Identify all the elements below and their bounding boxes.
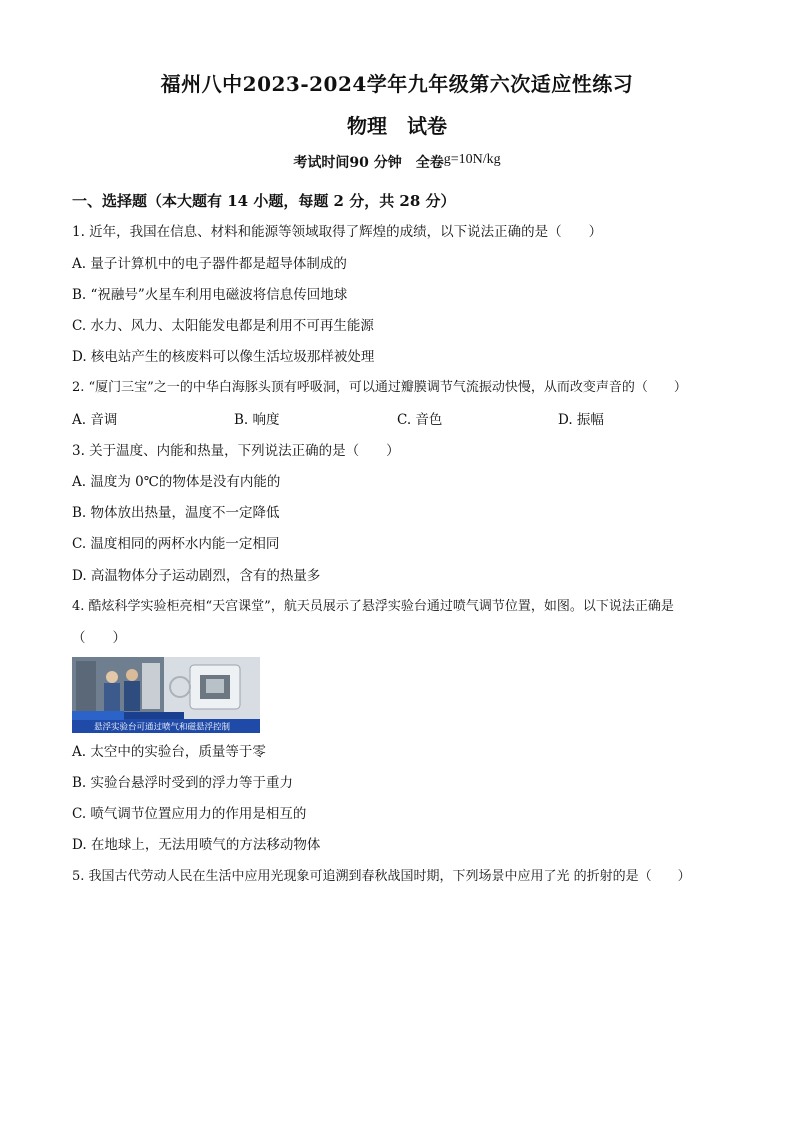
question-4-option-a: A. 太空中的实验台，质量等于零 [72,744,266,760]
exam-meta [0,152,794,172]
exam-time-label: 考试时间90 分钟 全卷 [293,155,444,171]
section-heading-choice: 一、选择题（本大题有 14 小题，每题 2 分，共 28 分） [72,192,456,210]
question-1-option-b: B. “祝融号”火星车利用电磁波将信息传回地球 [72,287,348,303]
question-3-option-a: A. 温度为 0℃的物体是没有内能的 [72,474,281,490]
question-3-option-b: B. 物体放出热量，温度不一定降低 [72,505,280,521]
exam-subtitle: 物理 试卷 [347,114,447,138]
question-4-photo [72,657,260,733]
question-4-option-b: B. 实验台悬浮时受到的浮力等于重力 [72,775,294,791]
question-1-option-a: A. 量子计算机中的电子器件都是超导体制成的 [72,256,347,272]
question-2-option-d: D. 振幅 [558,412,604,428]
question-1-stem: 1. 近年，我国在信息、材料和能源等领域取得了辉煌的成绩，以下说法正确的是（ ） [72,224,603,240]
question-3-option-c: C. 温度相同的两杯水内能一定相同 [72,536,280,552]
question-4-option-d: D. 在地球上，无法用喷气的方法移动物体 [72,837,321,853]
question-1-option-c: C. 水力、风力、太阳能发电都是利用不可再生能源 [72,318,374,334]
question-5-stem: 5. 我国古代劳动人民在生活中应用光现象可追溯到春秋战国时期，下列场景中应用了光 的折射的是（ ） [72,869,691,884]
question-2-stem: 2. “厦门三宝”之一的中华白海豚头顶有呼吸洞，可以通过瓣膜调节气流振动快慢，从而改变声音的（ ） [72,380,687,395]
question-2-option-a: A. 音调 [72,412,118,428]
question-3-stem: 3. 关于温度、内能和热量，下列说法正确的是（ ） [72,443,400,459]
question-4-stem-bracket: （ ） [72,630,126,646]
question-4-stem: 4. 酷炫科学实验柜亮相“天宫课堂”，航天员展示了悬浮实验台通过喷气调节位置，如图。以下说法正确是 [72,599,674,614]
question-1-option-d: D. 核电站产生的核废料可以像生活垃圾那样被处理 [72,349,375,365]
gravity-constant: g=10N/kg [443,152,501,167]
question-3-option-d: D. 高温物体分子运动剧烈，含有的热量多 [72,568,321,584]
question-2-option-b: B. 响度 [234,412,280,428]
space-lab-photo-icon [72,657,260,733]
exam-title: 福州八中2023-2024学年九年级第六次适应性练习 [160,72,634,96]
question-2-option-c: C. 音色 [397,412,443,428]
question-4-option-c: C. 喷气调节位置应用力的作用是相互的 [72,806,307,822]
question-4-photo-caption: 悬浮实验台可通过喷气和磁悬浮控制 [94,722,231,733]
